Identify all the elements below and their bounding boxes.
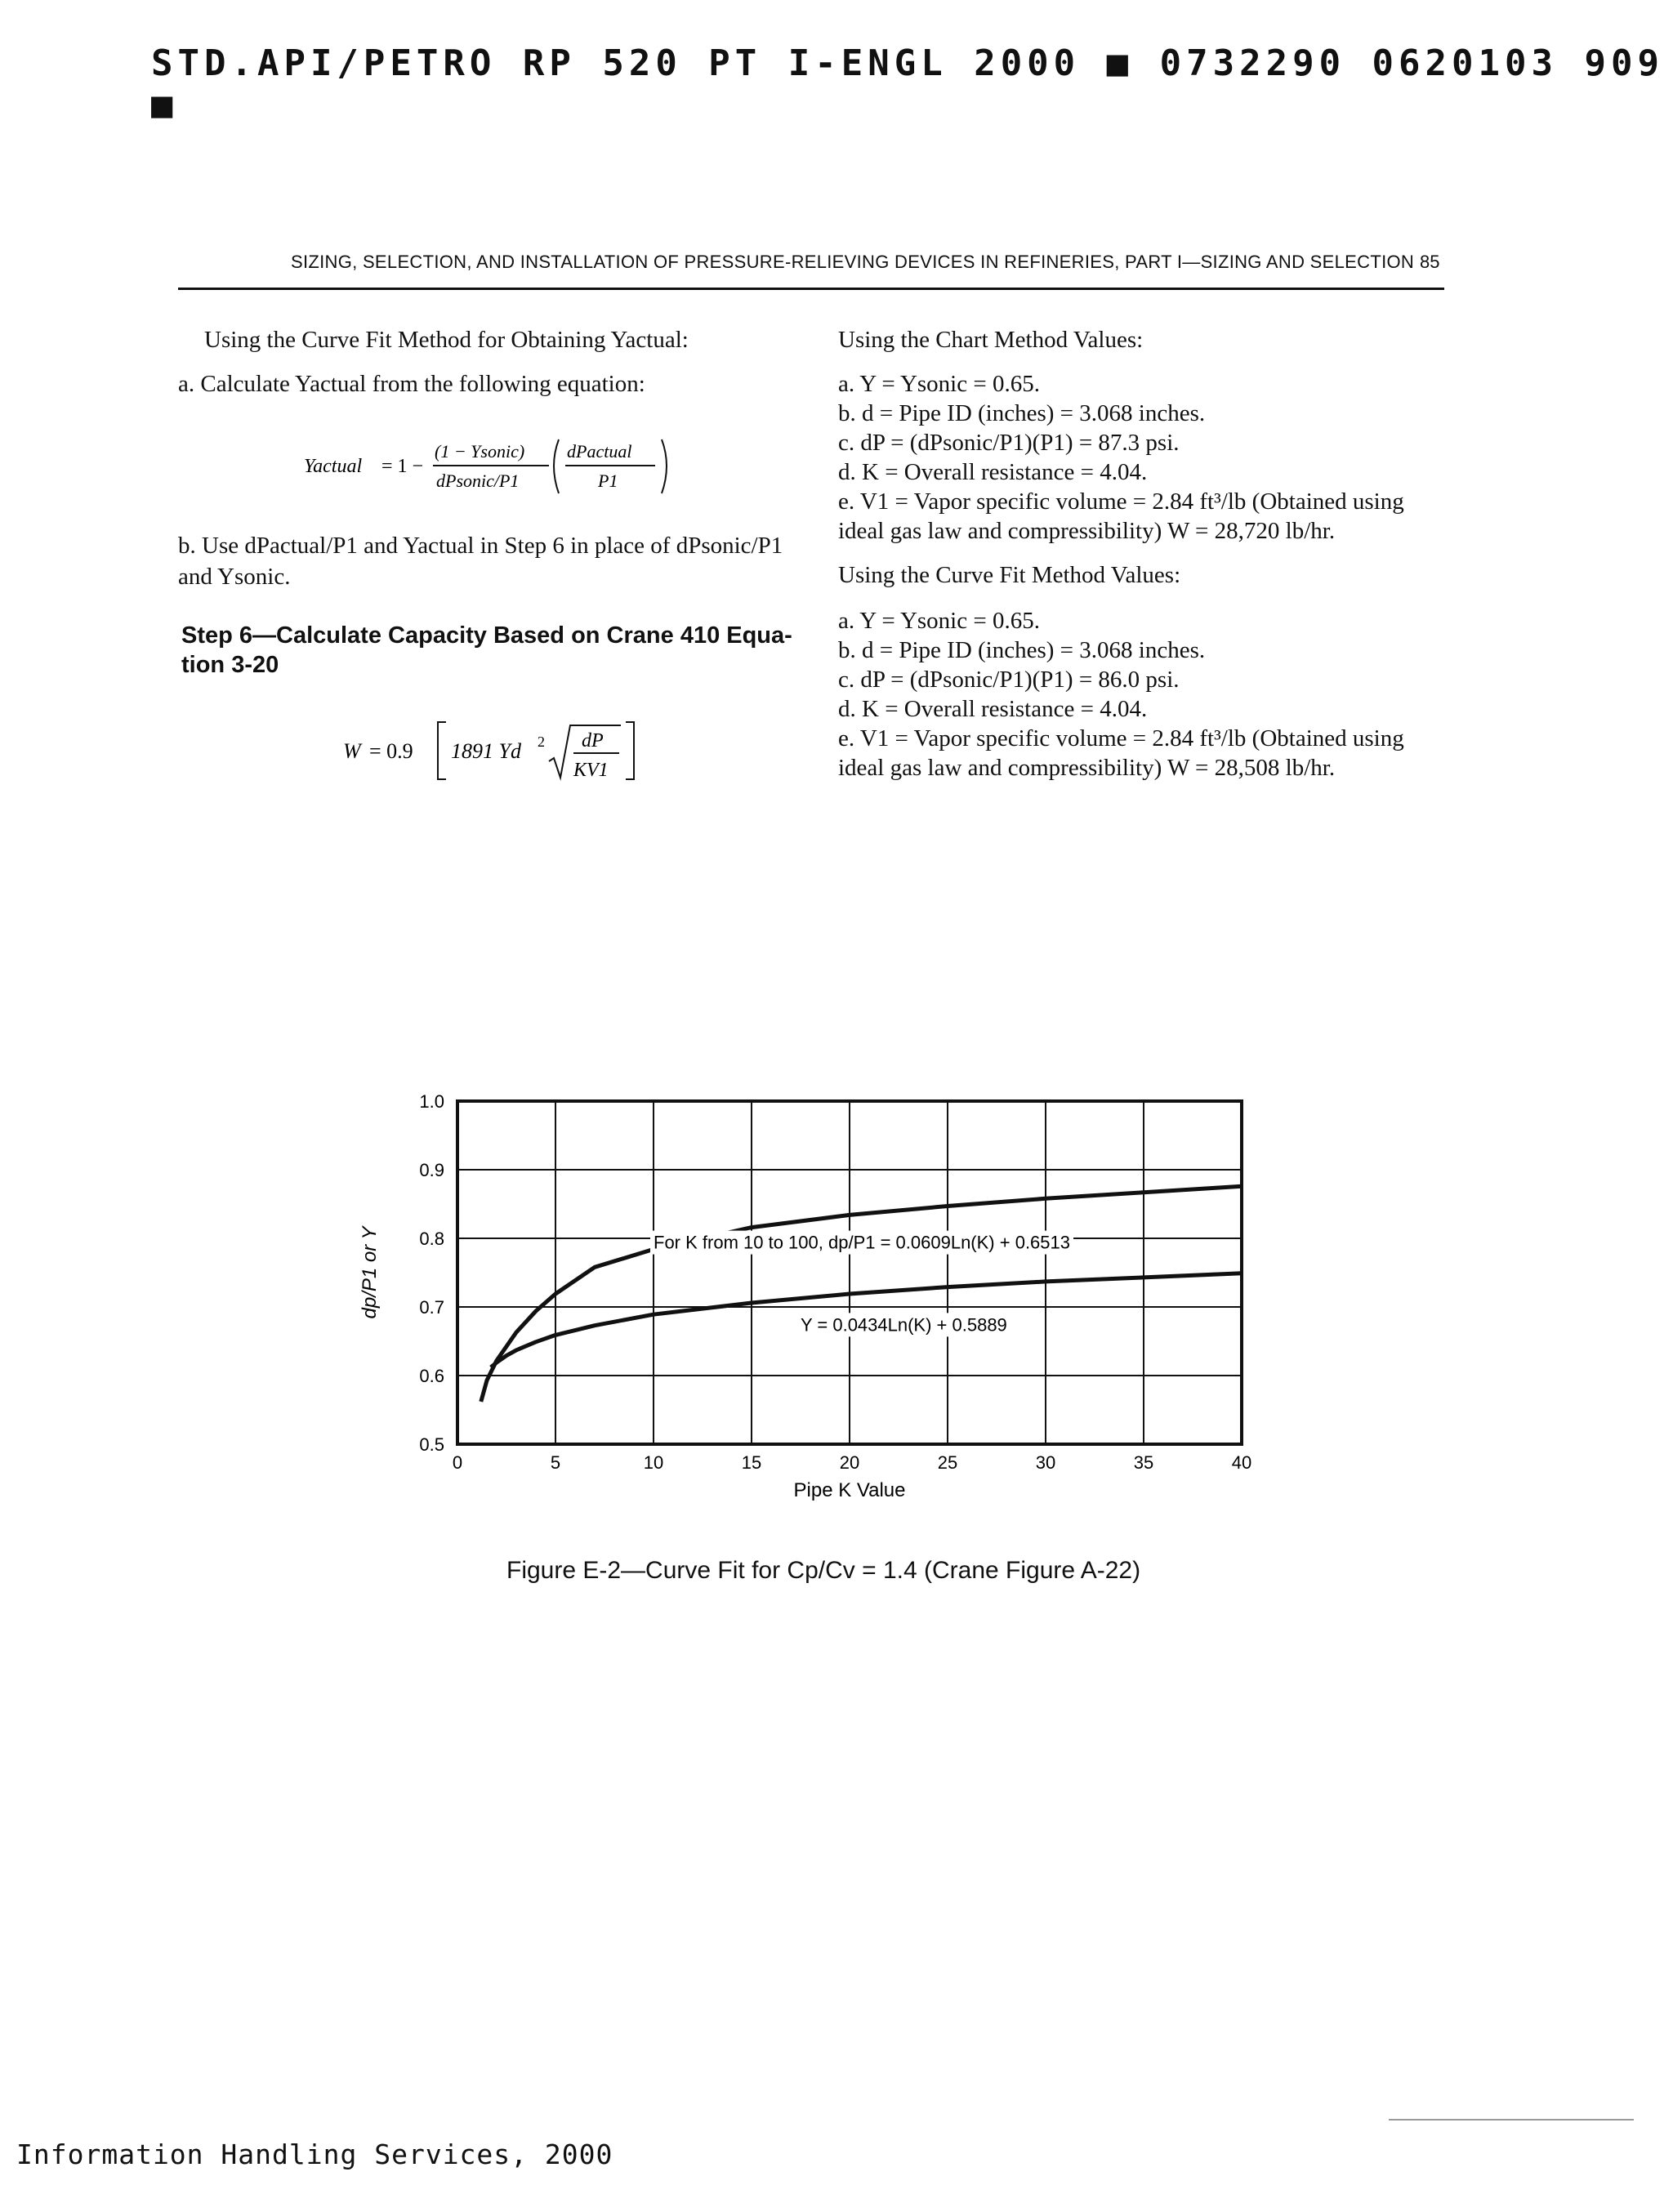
curve-item-d: d. K = Overall resistance = 4.04. [838,696,1148,722]
y-axis-label: dp/P1 or Y [359,1226,381,1319]
eq-w-lhs: W [343,739,361,763]
curve-item-b: b. d = Pipe ID (inches) = 3.068 inches. [838,637,1206,663]
eq-w-equals: = 0.9 [369,739,413,763]
y-tick-label: 1.0 [419,1091,444,1112]
equation-y-actual [304,431,688,505]
step6-heading-line2: tion 3-20 [181,652,279,678]
chart-item-e: e. V1 = Vapor specific volume = 2.84 ft³/lb (Obtained using [838,488,1404,515]
header-rule [178,288,1444,290]
x-tick-label: 40 [1231,1452,1252,1473]
item-a-text: a. Calculate Yactual from the following equation: [178,371,645,397]
page-number: 85 [1420,252,1440,272]
step6-heading-line1: Step 6—Calculate Capacity Based on Crane 410 Equa- [181,622,792,649]
x-tick-label: 10 [643,1452,664,1473]
x-tick-label: 0 [452,1452,463,1473]
x-axis-label: Pipe K Value [793,1479,906,1501]
chart-series [481,1186,1242,1402]
annotation-label-1: For K from 10 to 100, dp/P1 = 0.0609Ln(K) + 0.6513 [654,1232,1070,1253]
chart-grid [457,1101,1242,1444]
x-tick-label: 20 [839,1452,860,1473]
y-tick-label: 0.5 [419,1434,444,1455]
item-b-line1: b. Use dPactual/P1 and Yactual in Step 6 in place of dPsonic/P1 [178,533,783,559]
y-tick-label: 0.9 [419,1160,444,1180]
eq-left-paren [554,439,559,493]
chart-item-c: c. dP = (dPsonic/P1)(P1) = 87.3 psi. [838,430,1180,456]
curve-item-e-cont: ideal gas law and compressibility) W = 28,508 lb/hr. [838,755,1336,781]
eq-w-den: KV1 [573,760,609,781]
eq-num1: (1 − Ysonic) [435,441,525,462]
footer-rule [1389,2119,1634,2121]
eq-w-right-bracket [626,722,634,779]
curve-item-a: a. Y = Ysonic = 0.65. [838,608,1040,634]
curve-fit-chart [351,1078,1283,1519]
chart-item-e-cont: ideal gas law and compressibility) W = 28,720 lb/hr. [838,518,1336,544]
eq-den2: P1 [598,470,618,491]
eq-right-paren [662,439,667,493]
x-tick-label: 15 [741,1452,762,1473]
eq-equals: = 1 − [381,456,424,477]
eq-w-num: dP [582,730,604,751]
curve-item-c: c. dP = (dPsonic/P1)(P1) = 86.0 psi. [838,667,1180,693]
x-tick-label: 35 [1133,1452,1154,1473]
annotation-label-2: Y = 0.0434Ln(K) + 0.5889 [801,1314,1007,1336]
x-tick-label: 30 [1035,1452,1056,1473]
running-header: SIZING, SELECTION, AND INSTALLATION OF PRESSURE-RELIEVING DEVICES IN REFINERIES, PART I—SIZING AND SELECTION [291,252,1415,272]
chart-item-a: a. Y = Ysonic = 0.65. [838,371,1040,397]
curve-method-heading: Using the Curve Fit Method Values: [838,562,1181,588]
x-tick-label: 5 [550,1452,561,1473]
equation-w [343,711,662,792]
eq-num2: dPactual [567,441,632,462]
eq-w-inner: 1891 Yd [451,739,521,763]
eq-w-sup: 2 [538,734,545,750]
chart-method-heading: Using the Chart Method Values: [838,327,1144,353]
footer-source: Information Handling Services, 2000 [16,2138,613,2170]
x-tick-label: 25 [937,1452,958,1473]
document-stamp: STD.API/PETRO RP 520 PT I-ENGL 2000 ■ 0732290 0620103 909 ■ [151,42,1664,126]
chart-item-b: b. d = Pipe ID (inches) = 3.068 inches. [838,400,1206,426]
figure-caption: Figure E-2—Curve Fit for Cp/Cv = 1.4 (Crane Figure A-22) [506,1557,1141,1584]
y-tick-label: 0.6 [419,1366,444,1386]
curve-item-e: e. V1 = Vapor specific volume = 2.84 ft³/lb (Obtained using [838,725,1404,751]
curve-fit-intro: Using the Curve Fit Method for Obtaining Yactual: [204,327,689,353]
chart-item-d: d. K = Overall resistance = 4.04. [838,459,1148,485]
item-b-line2: and Ysonic. [178,564,291,590]
eq-w-left-bracket [438,722,446,779]
eq-den1: dPsonic/P1 [436,470,520,491]
y-tick-label: 0.8 [419,1229,444,1249]
chart-ticks [419,1091,1251,1473]
y-tick-label: 0.7 [419,1297,444,1318]
eq-lhs: Yactual [304,456,363,477]
